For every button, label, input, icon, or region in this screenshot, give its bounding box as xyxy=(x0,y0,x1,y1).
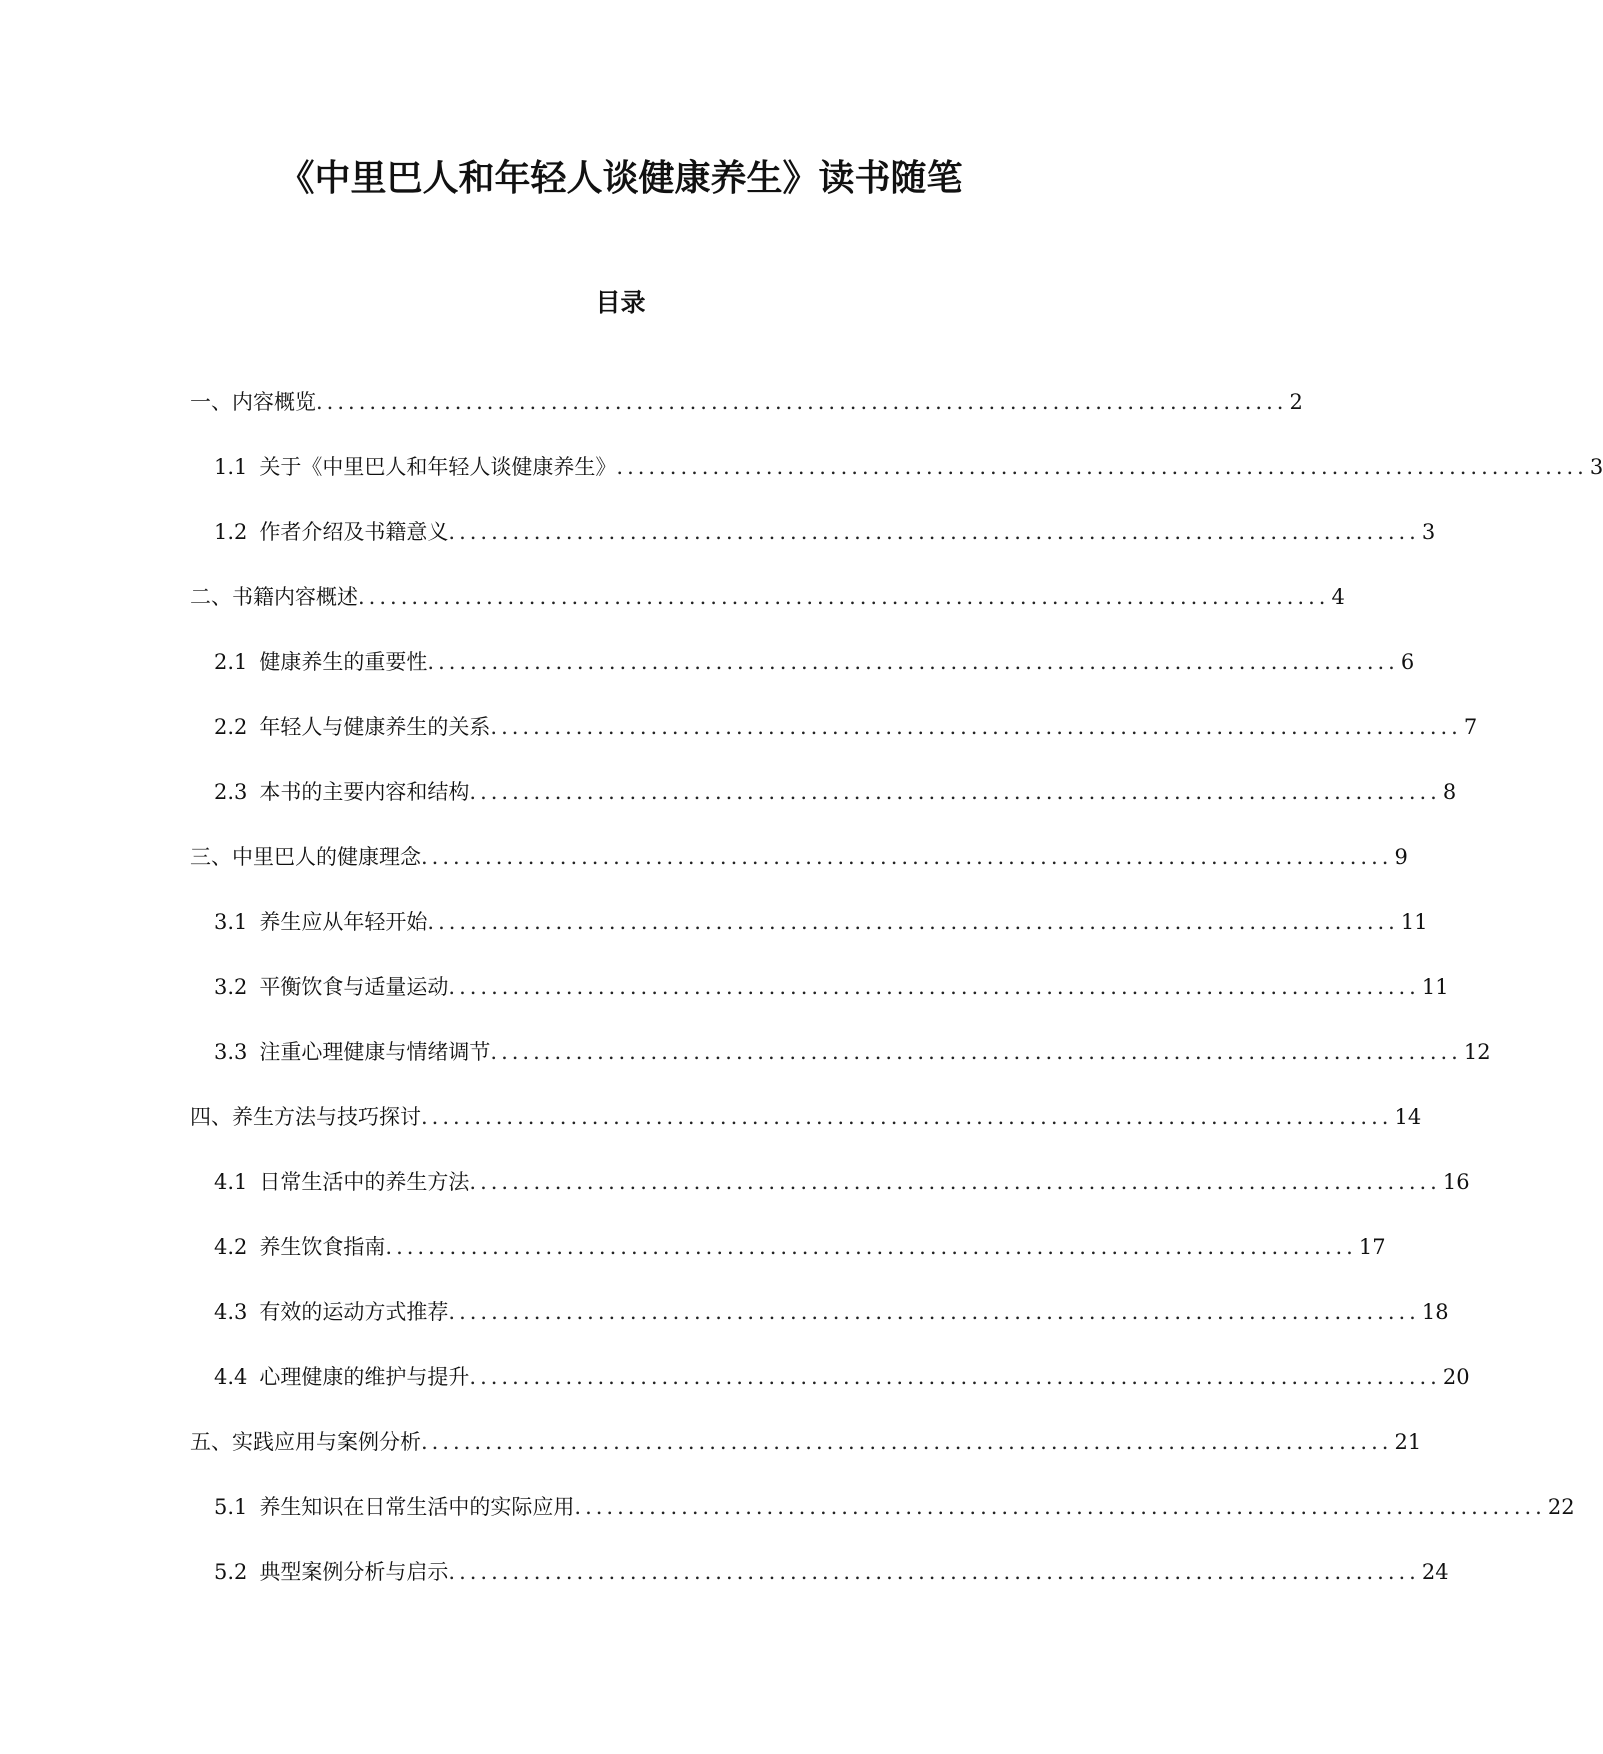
toc-dot-leader: ........................................................................................... xyxy=(448,520,1420,544)
toc-page-number: 18 xyxy=(1421,1300,1449,1324)
toc-entry-label: 关于《中里巴人和年轻人谈健康养生》 xyxy=(259,455,617,479)
toc-page-number: 3 xyxy=(1589,455,1603,479)
toc-entry-number: 4.2 xyxy=(214,1235,248,1259)
toc-page-number: 9 xyxy=(1394,845,1408,869)
toc-dot-leader: ........................................................................................... xyxy=(490,715,1462,739)
toc-page-number: 8 xyxy=(1442,780,1457,804)
toc-entry-number: 4.1 xyxy=(214,1170,248,1194)
toc-entry-1-2[interactable] xyxy=(214,516,1436,548)
toc-page-number: 3 xyxy=(1421,520,1436,544)
toc-entry-4[interactable] xyxy=(190,1101,1422,1133)
toc-entry-5-1[interactable] xyxy=(214,1491,1575,1523)
toc-dot-leader: ........................................................................................... xyxy=(574,1495,1546,1519)
toc-dot-leader: ........................................................................................... xyxy=(316,390,1288,414)
toc-entry-number: 2.3 xyxy=(214,780,248,804)
toc-entry-label: 养生知识在日常生活中的实际应用 xyxy=(259,1495,575,1519)
toc-page-number: 24 xyxy=(1421,1560,1449,1584)
toc-entry-number: 2.1 xyxy=(214,650,248,674)
toc-entry-label: 本书的主要内容和结构 xyxy=(259,780,470,804)
toc-page-number: 16 xyxy=(1442,1170,1470,1194)
toc-dot-leader: ........................................................................................... xyxy=(427,910,1399,934)
toc-dot-leader: ........................................................................................... xyxy=(385,1235,1357,1259)
toc-entry-2-2[interactable] xyxy=(214,711,1478,743)
toc-entry-4-3[interactable] xyxy=(214,1296,1449,1328)
toc-dot-leader: ........................................................................................... xyxy=(469,1170,1441,1194)
toc-dot-leader: ........................................................................................... xyxy=(421,1430,1393,1454)
toc-page-number: 4 xyxy=(1331,585,1345,609)
toc-entry-4-4[interactable] xyxy=(214,1361,1470,1393)
toc-dot-leader: ........................................................................................... xyxy=(448,1560,1420,1584)
toc-page-number: 7 xyxy=(1463,715,1478,739)
toc-entry-label: 有效的运动方式推荐 xyxy=(259,1300,449,1324)
toc-heading: 目录 xyxy=(595,288,646,317)
toc-page-number: 6 xyxy=(1400,650,1415,674)
toc-entry-3-2[interactable] xyxy=(214,971,1449,1003)
toc-entry-1[interactable] xyxy=(190,386,1303,418)
toc-entry-number: 4.4 xyxy=(214,1365,248,1389)
toc-page-number: 17 xyxy=(1358,1235,1386,1259)
toc-page-number: 22 xyxy=(1547,1495,1575,1519)
toc-entry-2-3[interactable] xyxy=(214,776,1457,808)
toc-dot-leader: ........................................................................................... xyxy=(421,1105,1393,1129)
toc-entry-label: 注重心理健康与情绪调节 xyxy=(259,1040,491,1064)
toc-entry-number: 3.3 xyxy=(214,1040,248,1064)
toc-entry-label: 四、养生方法与技巧探讨 xyxy=(190,1105,421,1129)
toc-page-number: 14 xyxy=(1394,1105,1422,1129)
toc-entry-number: 1.2 xyxy=(214,520,248,544)
toc-entry-label: 年轻人与健康养生的关系 xyxy=(259,715,491,739)
toc-entry-3-3[interactable] xyxy=(214,1036,1491,1068)
toc-dot-leader: ........................................................................................... xyxy=(469,1365,1441,1389)
toc-entry-2-1[interactable] xyxy=(214,646,1415,678)
toc-entry-5-2[interactable] xyxy=(214,1556,1449,1588)
toc-entry-5[interactable] xyxy=(190,1426,1422,1458)
toc-entry-1-1[interactable] xyxy=(214,451,1603,483)
toc-entry-label: 典型案例分析与启示 xyxy=(259,1560,449,1584)
toc-entry-number: 5.1 xyxy=(214,1495,248,1519)
toc-entry-number: 2.2 xyxy=(214,715,248,739)
toc-page-number: 12 xyxy=(1463,1040,1491,1064)
toc-entry-number: 3.2 xyxy=(214,975,248,999)
toc-entry-4-2[interactable] xyxy=(214,1231,1386,1263)
toc-dot-leader: ........................................................................................... xyxy=(448,975,1420,999)
toc-entry-number: 4.3 xyxy=(214,1300,248,1324)
toc-page-number: 2 xyxy=(1289,390,1303,414)
toc-entry-label: 心理健康的维护与提升 xyxy=(259,1365,470,1389)
toc-entry-label: 日常生活中的养生方法 xyxy=(259,1170,470,1194)
toc-page-number: 20 xyxy=(1442,1365,1470,1389)
toc-dot-leader: ........................................................................................... xyxy=(427,650,1399,674)
toc-entry-label: 五、实践应用与案例分析 xyxy=(190,1430,421,1454)
document-title: 《中里巴人和年轻人谈健康养生》读书随笔 xyxy=(278,158,963,199)
toc-entry-label: 三、中里巴人的健康理念 xyxy=(190,845,421,869)
toc-entry-number: 1.1 xyxy=(214,455,248,479)
toc-entry-label: 平衡饮食与适量运动 xyxy=(259,975,449,999)
toc-entry-number: 3.1 xyxy=(214,910,248,934)
toc-dot-leader: ........................................................................................... xyxy=(469,780,1441,804)
toc-dot-leader: ........................................................................................... xyxy=(421,845,1393,869)
toc-page-number: 11 xyxy=(1421,975,1449,999)
toc-entry-2[interactable] xyxy=(190,581,1345,613)
toc-entry-3[interactable] xyxy=(190,841,1408,873)
toc-entry-label: 一、内容概览 xyxy=(190,390,316,414)
toc-entry-label: 养生饮食指南 xyxy=(259,1235,386,1259)
toc-dot-leader: ........................................................................................... xyxy=(490,1040,1462,1064)
toc-dot-leader: ........................................................................................... xyxy=(616,455,1588,479)
toc-dot-leader: ........................................................................................... xyxy=(448,1300,1420,1324)
toc-page-number: 21 xyxy=(1394,1430,1422,1454)
toc-entry-number: 5.2 xyxy=(214,1560,248,1584)
toc-page-number: 11 xyxy=(1400,910,1428,934)
toc-entry-label: 作者介绍及书籍意义 xyxy=(259,520,449,544)
toc-entry-4-1[interactable] xyxy=(214,1166,1470,1198)
toc-entry-3-1[interactable] xyxy=(214,906,1428,938)
toc-dot-leader: ........................................................................................... xyxy=(358,585,1330,609)
toc-entry-label: 健康养生的重要性 xyxy=(259,650,428,674)
toc-entry-label: 养生应从年轻开始 xyxy=(259,910,428,934)
toc-entry-label: 二、书籍内容概述 xyxy=(190,585,358,609)
